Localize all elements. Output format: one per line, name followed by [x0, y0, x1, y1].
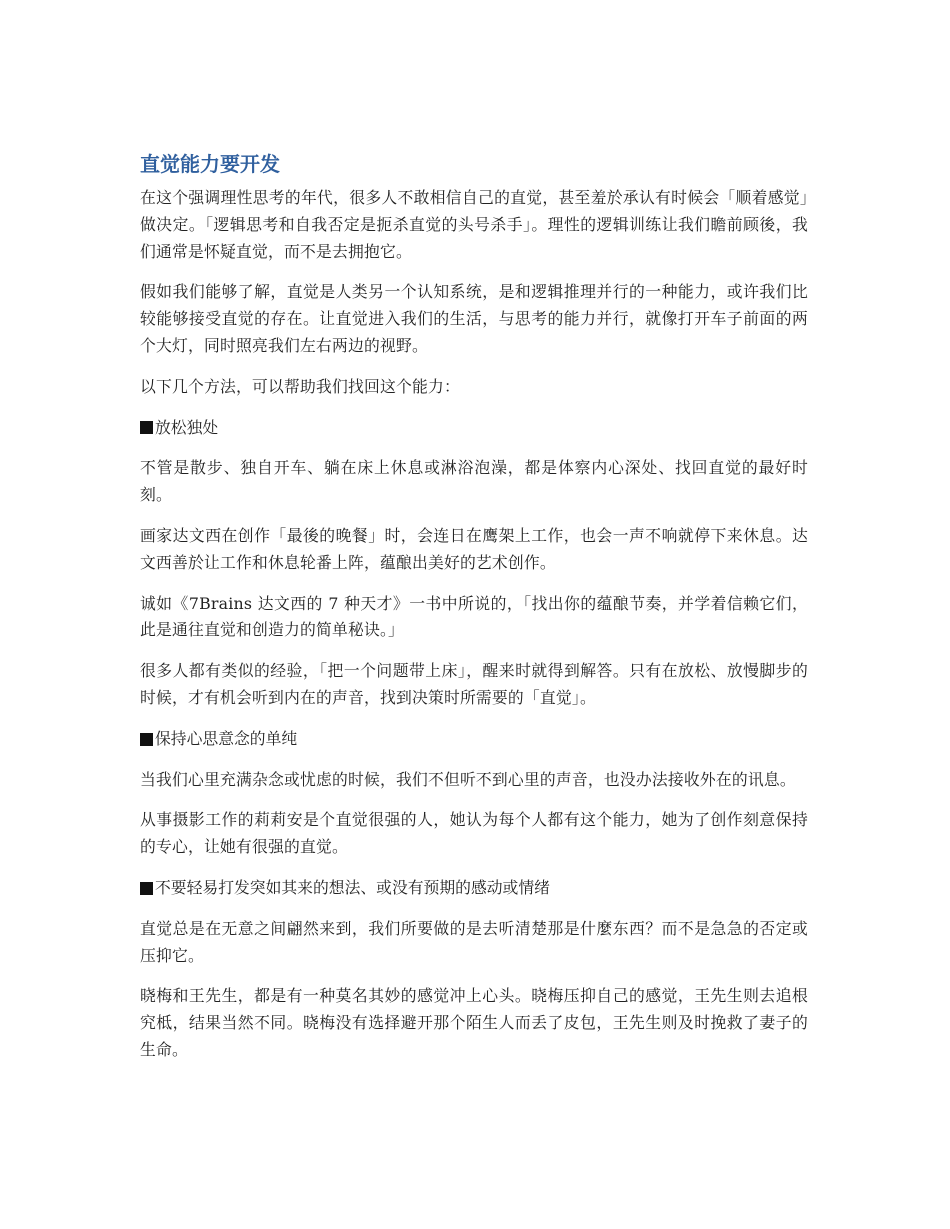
- paragraph-relax-2: 画家达文西在创作「最後的晚餐」时，会连日在鹰架上工作，也会一声不响就停下来休息。达文西善於让工作和休息轮番上阵，蕴酿出美好的艺术创作。: [140, 525, 808, 572]
- black-square-icon: [140, 733, 153, 746]
- section-heading-text: 不要轻易打发突如其来的想法、或没有预期的感动或情绪: [155, 877, 550, 897]
- section-heading-simple-mind: [140, 726, 808, 753]
- section-heading-text: 放松独处: [155, 417, 219, 437]
- paragraph-intro-1: 在这个强调理性思考的年代，很多人不敢相信自己的直觉，甚至羞於承认有时候会「顺着感觉」做决定。「逻辑思考和自我否定是扼杀直觉的头号杀手」。理性的逻辑训练让我们瞻前顾後，我们通常是怀疑直觉，而不是去拥抱它。: [140, 188, 808, 261]
- black-square-icon: [140, 882, 153, 895]
- paragraph-relax-3: 诚如《7Brains 达文西的 7 种天才》一书中所说的，「找出你的蕴酿节奏，并学着信赖它们，此是通往直觉和创造力的简单秘诀。」: [140, 593, 808, 640]
- section-heading-text: 保持心思意念的单纯: [155, 728, 298, 748]
- paragraph-intro-2: 假如我们能够了解，直觉是人类另一个认知系统，是和逻辑推理并行的一种能力，或许我们比较能够接受直觉的存在。让直觉进入我们的生活，与思考的能力并行，就像打开车子前面的两个大灯，同时照亮我们左右两边的视野。: [140, 282, 808, 355]
- paragraph-sudden-thoughts-1: 直觉总是在无意之间翩然来到，我们所要做的是去听清楚那是什麼东西？而不是急急的否定或压抑它。: [140, 918, 808, 965]
- paragraph-relax-4: 很多人都有类似的经验，「把一个问题带上床」，醒来时就得到解答。只有在放松、放慢脚步的时候，才有机会听到内在的声音，找到决策时所需要的「直觉」。: [140, 661, 808, 707]
- paragraph-relax-1: 不管是散步、独自开车、躺在床上休息或淋浴泡澡，都是体察内心深处、找回直觉的最好时刻。: [140, 458, 808, 505]
- black-square-icon: [140, 421, 153, 434]
- paragraph-methods-lead: 以下几个方法，可以帮助我们找回这个能力：: [140, 376, 460, 396]
- section-heading-relax: [140, 415, 808, 442]
- section-heading-sudden-thoughts: [140, 875, 808, 902]
- paragraph-simple-mind-1: 当我们心里充满杂念或忧虑的时候，我们不但听不到心里的声音，也没办法接收外在的讯息。: [140, 769, 796, 789]
- document-title: 直觉能力要开发: [140, 152, 280, 176]
- paragraph-simple-mind-2: 从事摄影工作的莉莉安是个直觉很强的人，她认为每个人都有这个能力，她为了创作刻意保持的专心，让她有很强的直觉。: [140, 810, 808, 857]
- paragraph-sudden-thoughts-2: 晓梅和王先生，都是有一种莫名其妙的感觉冲上心头。晓梅压抑自己的感觉，王先生则去追根究柢，结果当然不同。晓梅没有选择避开那个陌生人而丢了皮包，王先生则及时挽救了妻子的生命。: [140, 986, 808, 1059]
- document-page: [140, 147, 808, 1078]
